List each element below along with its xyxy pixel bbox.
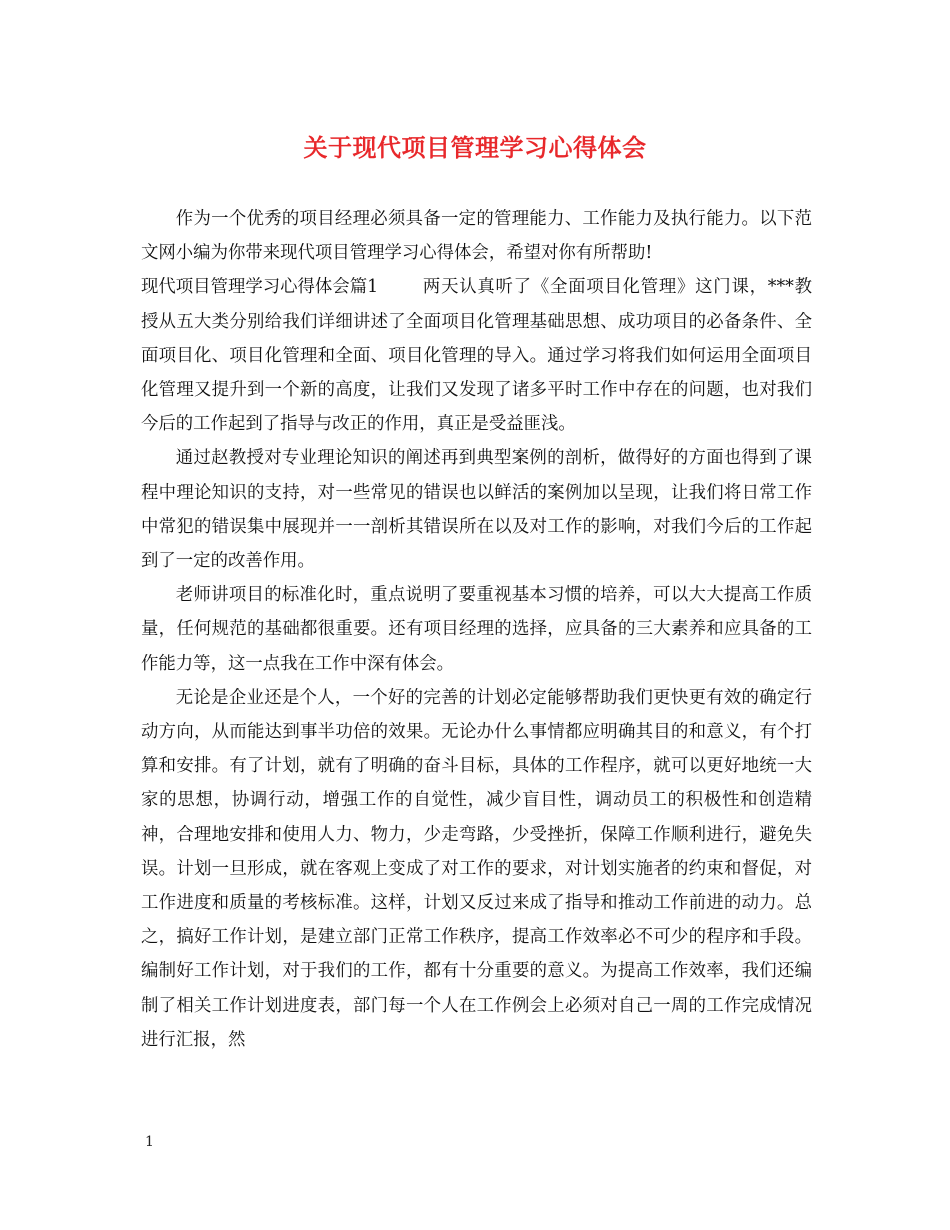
document-title: 关于现代项目管理学习心得体会 — [303, 133, 647, 162]
section-text: 两天认真听了《全面项目化管理》这门课，***教授从五大类分别给我们详细讲述了全面项目化管理基础思想、成功项目的必备条件、全面项目化、项目化管理和全面、项目化管理的导入。通过学习将我们如何运用全面项目化管理又提升到一个新的高度，让我们又发现了诸多平时工作中存在的问题，也对我们今后的工作起到了指导与改正的作用，真正是受益匪浅。 — [141, 277, 812, 435]
body-paragraph-3: 无论是企业还是个人，一个好的完善的计划必定能够帮助我们更快更有效的确定行动方向，从而能达到事半功倍的效果。无论办什么事情都应明确其目的和意义，有个打算和安排。有了计划，就有了明确的奋斗目标，具体的工作程序，就可以更好地统一大家的思想，协调行动，增强工作的自觉性，减少盲目性，调动员工的积极性和创造精神，合理地安排和使用人力、物力，少走弯路，少受挫折，保障工作顺利进行，避免失误。计划一旦形成，就在客观上变成了对工作的要求，对计划实施者的约束和督促，对工作进度和质量的考核标准。这样，计划又反过来成了指导和推动工作前进的动力。总之，搞好工作计划，是建立部门正常工作秩序，提高工作效率必不可少的程序和手段。编制好工作计划，对于我们的工作，都有十分重要的意义。为提高工作效率，我们还编制了相关工作计划进度表，部门每一个人在工作例会上必须对自己一周的工作完成情况进行汇报，然 — [141, 687, 812, 1050]
intro-paragraph: 作为一个优秀的项目经理必须具备一定的管理能力、工作能力及执行能力。以下范文网小编为你带来现代项目管理学习心得体会，希望对你有所帮助! — [141, 209, 812, 264]
document-body — [141, 202, 812, 1057]
body-paragraph-2: 老师讲项目的标准化时，重点说明了要重视基本习惯的培养，可以大大提高工作质量，任何规范的基础都很重要。还有项目经理的选择，应具备的三大素养和应具备的工作能力等，这一点我在工作中深有体会。 — [141, 585, 812, 674]
page-number: 1 — [145, 1134, 154, 1150]
body-paragraph-1: 通过赵教授对专业理论知识的阐述再到典型案例的剖析，做得好的方面也得到了课程中理论知识的支持，对一些常见的错误也以鲜活的案例加以呈现，让我们将日常工作中常犯的错误集中展现并一一剖析其错误所在以及对工作的影响，对我们今后的工作起到了一定的改善作用。 — [141, 448, 812, 572]
section-label: 现代项目管理学习心得体会篇1 — [141, 277, 379, 298]
section-paragraph — [141, 270, 812, 441]
